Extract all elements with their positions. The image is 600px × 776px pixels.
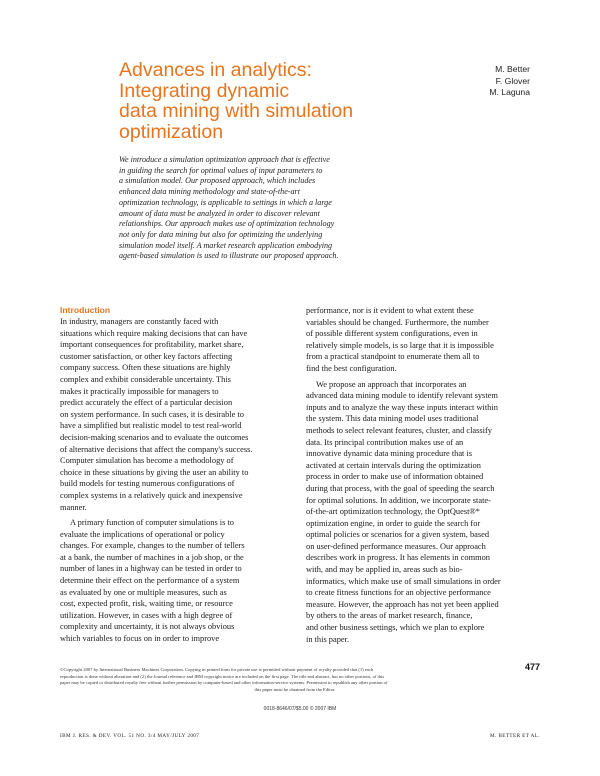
text-line: of alternative decisions that affect the company's success. (60, 444, 253, 454)
copyright-line: paper may be copied or distributed royalty free without further permission by computer-based and other information-service systems. Permission to republish any other portion of (60, 680, 388, 686)
text-line: measure. However, the approach has not yet been applied (306, 599, 499, 609)
author-name: F. Glover (495, 75, 530, 86)
text-line: relatively simple models, is so large that it is impossible (306, 340, 494, 350)
copyright-notice (60, 667, 530, 693)
text-line: A primary function of computer simulations is to (70, 518, 234, 528)
abstract-line: simulation model itself. A market research application embodying (119, 240, 333, 250)
abstract-line: not only for data mining but also for optimizing the underlying (119, 229, 323, 239)
text-line: find the best configuration. (306, 363, 397, 373)
text-line: complex systems in a relatively quick and inexpensive (60, 490, 243, 500)
text-line: changes. For example, changes to the number of tellers (60, 541, 245, 551)
text-line: to create fitness functions for an objective performance (306, 588, 491, 598)
text-line: We propose an approach that incorporates an (316, 379, 467, 389)
text-line: as evaluated by one or multiple measures, such as (60, 587, 227, 597)
issn-line: 0018-8646/07/$5.00 © 2007 IBM (263, 706, 337, 712)
text-line: with, and may be applied in, areas such as bio- (306, 565, 463, 575)
abstract-line: enhanced data mining methodology and state-of-the-art (119, 187, 300, 197)
author-list (420, 64, 530, 99)
text-line: cost, expected profit, risk, waiting time, or resource (60, 599, 233, 609)
text-line: advanced data mining module to identify relevant system (306, 391, 498, 401)
text-line: customer satisfaction, or other key factors affecting (60, 351, 233, 361)
text-line: on system performance. In such cases, it is desirable to (60, 409, 244, 419)
text-line: optimization engine, in order to guide the search for (306, 518, 481, 528)
paragraph (306, 305, 538, 375)
text-line: manner. (60, 502, 87, 512)
text-line: informatics, which make use of small simulations in order (306, 576, 501, 586)
text-line: important consequences for profitability, market share, (60, 340, 244, 350)
text-line: during that process, with the goal of speeding the search (306, 483, 495, 493)
paragraph (60, 517, 292, 645)
text-line: performance, nor is it evident to what extent these (306, 306, 474, 315)
copyright-line: ©Copyright 2007 by International Business Machines Corporation. Copying in printed form for private use is permitted without payment of royalty provided that (1) each (60, 667, 374, 672)
abstract-line: We introduce a simulation optimization approach that is effective (119, 155, 330, 164)
text-line: have a simplified but realistic model to test real-world (60, 421, 242, 431)
text-line: choice in these situations by giving the user an ability to (60, 467, 249, 477)
running-author-footer: M. BETTER ET AL. (490, 733, 540, 739)
body-column-left (60, 305, 292, 645)
text-line: innovative dynamic data mining procedure that is (306, 449, 473, 459)
abstract-line: a simulation model. Our proposed approach, which includes (119, 176, 316, 186)
text-line: company success. Often these situations are highly (60, 363, 231, 373)
author-name: M. Better (495, 64, 530, 74)
text-line: variables should be changed. Furthermore, the number (306, 317, 489, 327)
abstract-line: in guiding the search for optimal values of input parameters to (119, 165, 323, 175)
title-line: data mining with simulation (119, 100, 354, 122)
abstract (119, 155, 367, 262)
text-line: at a bank, the number of machines in a job shop, or the (60, 552, 244, 562)
abstract-line: amount of data must be analyzed in order to discover relevant (119, 208, 320, 218)
abstract-line: relationships. Our approach makes use of optimization technology (119, 219, 335, 229)
text-line: In industry, managers are constantly faced with (60, 317, 219, 326)
article-title (119, 60, 379, 142)
paragraph (60, 316, 292, 513)
text-line: inputs and to analyze the way these inputs interact within (306, 402, 498, 412)
text-line: decision-making scenarios and to evaluate the outcomes (60, 432, 249, 442)
title-line: Integrating dynamic (119, 79, 290, 102)
text-line: activated at certain intervals during the optimization (306, 460, 481, 470)
section-heading-introduction: Introduction (60, 305, 111, 315)
text-line: build models for testing numerous configurations of (60, 479, 235, 489)
text-line: predict accurately the effect of a particular decision (60, 398, 233, 408)
abstract-line: optimization technology, is applicable to settings in which a large (119, 197, 332, 207)
text-line: evaluate the implications of operational or policy (60, 529, 225, 539)
text-line: situations which require making decisions that can have (60, 328, 248, 338)
text-line: complexity and uncertainty, it is not always obvious (60, 622, 235, 632)
author-name: M. Laguna (489, 87, 530, 98)
body-column-right (306, 305, 538, 645)
text-line: of-the-art optimization technology, the OptQuest®* (306, 507, 480, 517)
text-line: in this paper. (306, 634, 350, 644)
text-line: for optimal solutions. In addition, we incorporate state- (306, 495, 491, 505)
title-line: optimization (119, 120, 224, 143)
title-line: Advances in analytics: (119, 59, 312, 81)
text-line: by others to the areas of market research, finance, (306, 611, 473, 621)
text-line: utilization. However, in cases with a high degree of (60, 610, 233, 620)
text-line: the system. This data mining model uses traditional (306, 414, 479, 424)
text-line: process in order to make use of information obtained (306, 472, 484, 482)
copyright-line: this paper must be obtained from the Editor. (254, 686, 336, 692)
text-line: on user-defined performance measures. Our approach (306, 541, 486, 551)
text-line: number of lanes in a highway can be tested in order to (60, 564, 242, 574)
page-number: 477 (524, 662, 540, 672)
text-line: determine their effect on the performance of a system (60, 576, 240, 586)
paragraph (306, 379, 538, 646)
text-line: methods to select relevant features, cluster, and classify (306, 425, 492, 435)
text-line: and other business settings, which we plan to explore (306, 623, 485, 633)
text-line: data. Its principal contribution makes use of an (306, 437, 464, 447)
text-line: of possible different system configurations, even in (306, 329, 478, 339)
text-line: makes it practically impossible for managers to (60, 386, 219, 396)
text-line: optimal policies or scenarios for a given system, based (306, 530, 490, 540)
text-line: complex and exhibit considerable uncertainty. This (60, 374, 231, 384)
journal-footer: IBM J. RES. & DEV. VOL. 51 NO. 3/4 MAY/JULY 2007 (60, 733, 200, 739)
text-line: describes work in progress. It has elements in common (306, 553, 490, 563)
copyright-line: reproduction is done without alteration and (2) the Journal reference and IBM copyright notice are included on the first page. The title and abstract, but no other portions, of this (60, 673, 385, 679)
text-line: from a practical standpoint to enumerate them all to (306, 352, 480, 362)
text-line: Computer simulation has become a methodology of (60, 456, 234, 466)
text-line: which variables to focus on in order to improve (60, 634, 220, 644)
abstract-line: agent-based simulation is used to illustrate our proposed approach. (119, 251, 339, 261)
